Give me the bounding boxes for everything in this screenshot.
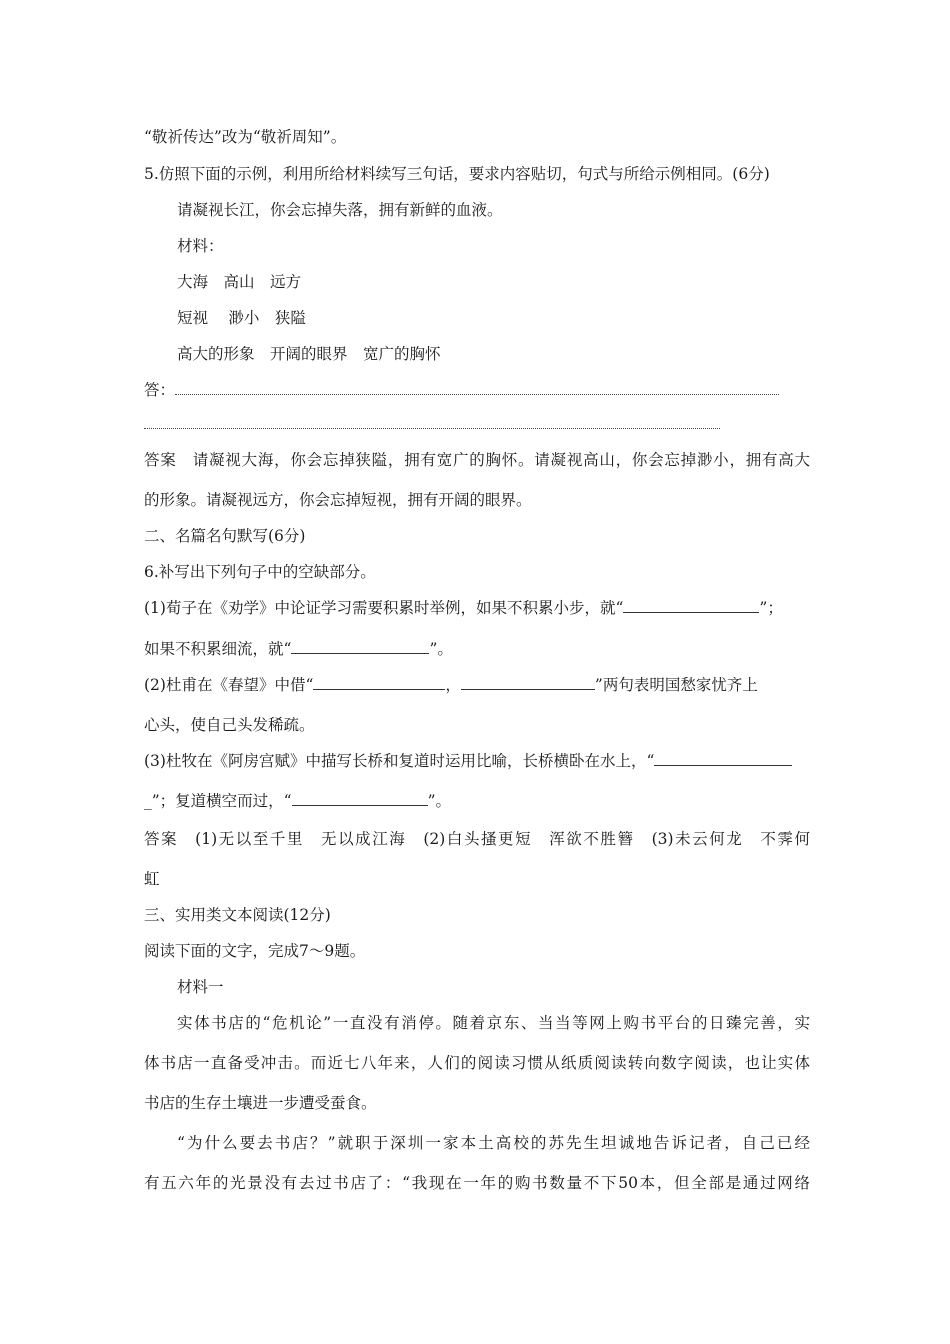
- q6-item-1-punct-2: ”。: [429, 640, 453, 658]
- paragraph-1-line-1: 实体书店的“危机论”一直没有消停。随着京东、当当等网上购书平台的日臻完善，实: [177, 1014, 810, 1032]
- fill-blank[interactable]: [291, 639, 429, 654]
- answer-text-line-2: 的形象。请凝视远方，你会忘掉短视，拥有开阔的眼界。: [144, 491, 532, 509]
- q6-item-3-line-2: [144, 790, 810, 812]
- question-6-prompt: 6.补写出下列句子中的空缺部分。: [144, 563, 376, 581]
- section-2-heading: 二、名篇名句默写(6分): [144, 527, 306, 545]
- material-line-3: 高大的形象 开阔的眼界 宽广的胸怀: [177, 345, 441, 363]
- question-5-prompt: 5.仿照下面的示例，利用所给材料续写三句话，要求内容贴切，句式与所给示例相同。(6分): [144, 165, 770, 183]
- section-3-heading: 三、实用类文本阅读(12分): [144, 906, 331, 924]
- q6-item-1-punct: ”；: [759, 599, 783, 617]
- answer-text-line-1: 答案 请凝视大海，你会忘掉狭隘，拥有宽广的胸怀。请凝视高山，你会忘掉渺小，拥有高大: [144, 451, 810, 469]
- paragraph-1-line-2: 体书店一直备受冲击。而近七八年来，人们的阅读习惯从纸质阅读转向数字阅读，也让实体: [144, 1054, 810, 1072]
- answer-blank-line-1[interactable]: [175, 382, 779, 395]
- material-1-title: 材料一: [177, 978, 224, 996]
- q6-item-3-text: (3)杜牧在《阿房宫赋》中描写长桥和复道时运用比喻，长桥横卧在水上，“: [144, 752, 655, 770]
- q6-item-3-line-1: [144, 750, 810, 772]
- q6-item-3-punct: ”。: [427, 792, 452, 810]
- text-line: “敬祈传达”改为“敬祈周知”。: [144, 128, 347, 146]
- q6-item-2-line-1: [144, 674, 810, 696]
- q6-answer-line-2: 虹: [144, 870, 160, 888]
- q6-item-2-line-2: 心头，使自己头发稀疏。: [144, 716, 315, 734]
- q6-item-3-text-2: _”；复道横空而过，“: [144, 792, 292, 810]
- material-line-1: 大海 高山 远方: [177, 273, 302, 291]
- answer-prompt-line: [144, 379, 810, 401]
- example-sentence: 请凝视长江，你会忘掉失落，拥有新鲜的血液。: [177, 201, 503, 219]
- q6-item-1-line-2: [144, 638, 810, 660]
- fill-blank[interactable]: [461, 675, 595, 690]
- paragraph-2-line-1: “为什么要去书店？”就职于深圳一家本土高校的苏先生坦诚地告诉记者，自己已经: [177, 1134, 810, 1152]
- fill-blank[interactable]: [313, 675, 445, 690]
- paragraph-1-line-3: 书店的生存土壤进一步遭受蚕食。: [144, 1094, 377, 1112]
- reading-instruction: 阅读下面的文字，完成7～9题。: [144, 942, 366, 960]
- q6-item-2-comma: ，: [445, 676, 461, 694]
- q6-item-1-text: (1)荀子在《劝学》中论证学习需要积累时举例，如果不积累小步，就“: [144, 599, 624, 617]
- material-label: 材料：: [177, 237, 224, 255]
- material-line-2: 短视 渺小 狭隘: [177, 309, 306, 327]
- q6-answer-line-1: 答案 (1)无以至千里 无以成江海 (2)白头搔更短 浑欲不胜簪 (3)未云何龙 不霁何: [144, 830, 810, 848]
- fill-blank[interactable]: [292, 791, 428, 806]
- q6-item-1-line-1: [144, 597, 810, 619]
- paragraph-2-line-2: 有五六年的光景没有去过书店了：“我现在一年的购书数量不下50本，但全部是通过网络: [144, 1174, 810, 1192]
- answer-blank-row: [144, 413, 810, 435]
- answer-blank-line-2[interactable]: [144, 416, 720, 429]
- q6-item-2-text: (2)杜甫在《春望》中借“: [144, 676, 314, 694]
- answer-label: 答：: [144, 381, 176, 399]
- fill-blank[interactable]: [654, 751, 792, 766]
- fill-blank[interactable]: [623, 598, 759, 613]
- q6-item-1-text-2: 如果不积累细流，就“: [144, 640, 292, 658]
- q6-item-2-text-2: ”两句表明国愁家忧齐上: [594, 676, 758, 694]
